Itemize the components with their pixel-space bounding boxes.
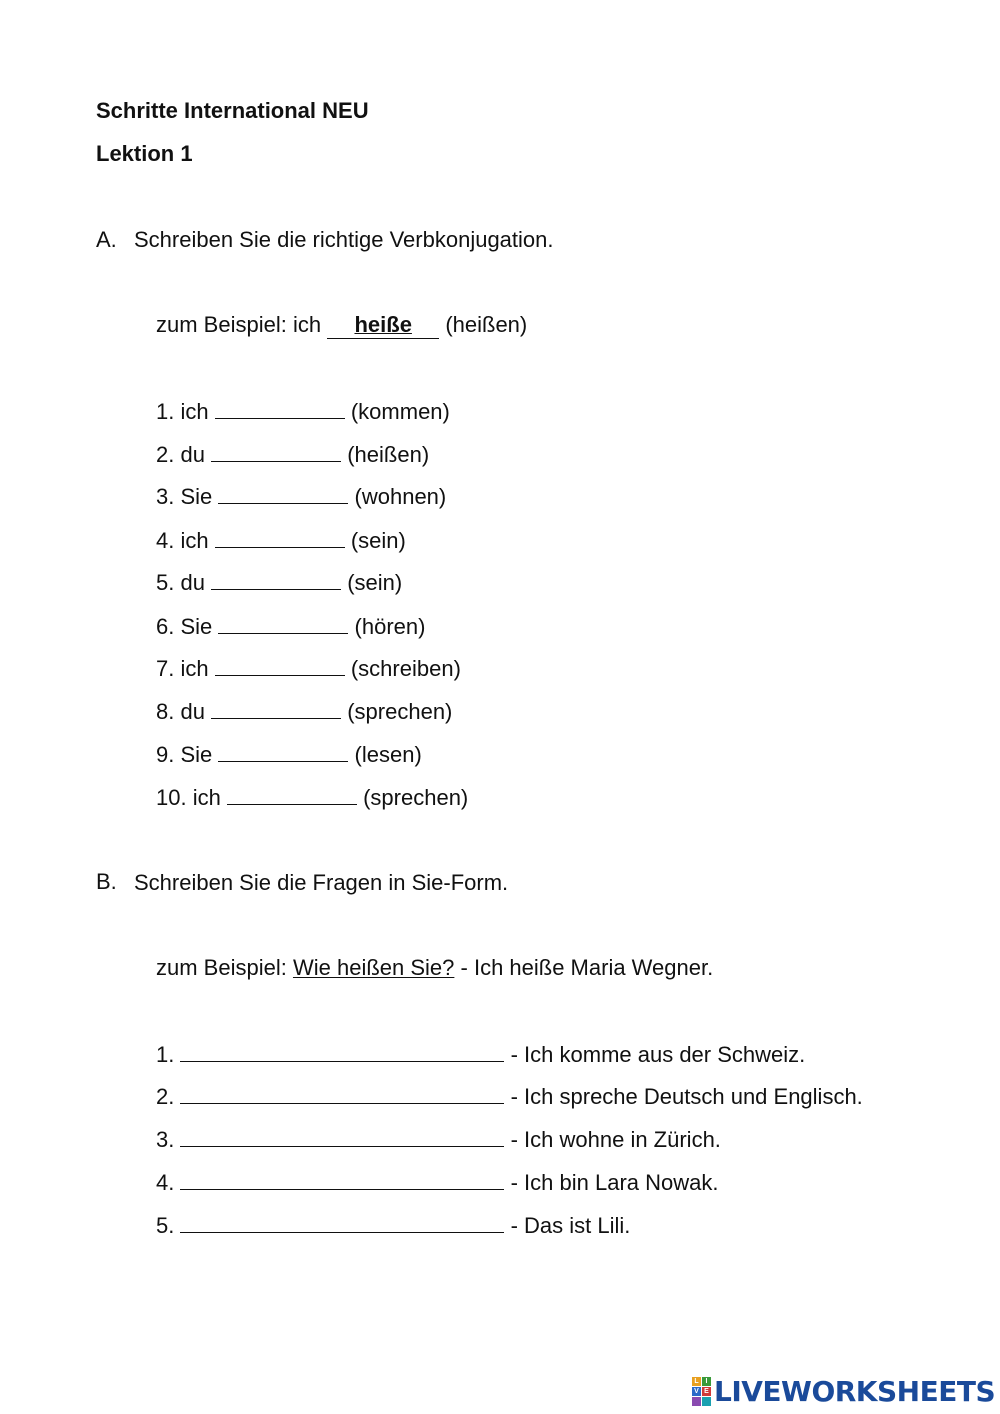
section-a-example [156, 312, 527, 339]
question-blank[interactable] [180, 1083, 504, 1104]
example-prefix: zum Beispiel: [156, 955, 287, 980]
question-blank[interactable] [180, 1041, 504, 1062]
item-number: 8. [156, 699, 175, 724]
item-answer: - Ich bin Lara Nowak. [510, 1170, 719, 1195]
answer-blank[interactable] [211, 441, 341, 462]
exercise-a-item [156, 483, 446, 510]
item-verb: (wohnen) [354, 484, 447, 509]
answer-blank[interactable] [215, 398, 345, 419]
item-number: 2. [156, 442, 175, 467]
item-answer: - Das ist Lili. [510, 1213, 631, 1238]
item-verb: (kommen) [350, 399, 450, 424]
section-a-letter: A. [96, 227, 117, 252]
answer-blank[interactable] [227, 784, 357, 805]
item-number: 2. [156, 1084, 175, 1109]
answer-blank[interactable] [218, 483, 348, 504]
exercise-b-item [156, 1169, 718, 1196]
item-verb: (heißen) [347, 442, 430, 467]
item-number: 1. [156, 399, 175, 424]
item-number: 4. [156, 528, 175, 553]
item-number: 3. [156, 484, 175, 509]
item-pronoun: Sie [180, 742, 213, 767]
item-number: 7. [156, 656, 175, 681]
item-pronoun: Sie [180, 614, 213, 639]
item-number: 5. [156, 570, 175, 595]
answer-blank[interactable] [211, 569, 341, 590]
item-verb: (schreiben) [350, 656, 461, 681]
item-number: 10. [156, 785, 187, 810]
item-number: 1. [156, 1042, 175, 1067]
exercise-b-item [156, 1126, 721, 1153]
exercise-a-item [156, 441, 429, 468]
section-b-example [156, 955, 713, 981]
item-answer: - Ich wohne in Zürich. [510, 1127, 721, 1152]
exercise-a-item [156, 527, 406, 554]
item-number: 4. [156, 1170, 175, 1195]
item-pronoun: ich [180, 528, 209, 553]
item-pronoun: Sie [180, 484, 213, 509]
page-title: Schritte International NEU [96, 98, 369, 123]
item-verb: (hören) [354, 614, 426, 639]
item-pronoun: ich [192, 785, 221, 810]
exercise-a-item [156, 613, 425, 640]
liveworksheets-logo-icon: L I V E [692, 1377, 711, 1406]
item-verb: (sein) [347, 570, 403, 595]
item-number: 6. [156, 614, 175, 639]
lesson-title: Lektion 1 [96, 141, 193, 166]
example-question: Wie heißen Sie? [292, 955, 455, 980]
item-verb: (sein) [350, 528, 406, 553]
item-pronoun: ich [180, 656, 209, 681]
item-pronoun: du [180, 442, 205, 467]
answer-blank[interactable] [211, 698, 341, 719]
exercise-b-item [156, 1083, 863, 1110]
question-blank[interactable] [180, 1212, 504, 1233]
exercise-a-item [156, 741, 422, 768]
exercise-a-item [156, 569, 402, 596]
item-answer: - Ich spreche Deutsch und Englisch. [510, 1084, 863, 1109]
item-verb: (sprechen) [347, 699, 453, 724]
liveworksheets-logo[interactable] [692, 1376, 995, 1406]
question-blank[interactable] [180, 1169, 504, 1190]
exercise-a-item [156, 784, 468, 811]
example-verb: (heißen) [445, 312, 528, 337]
item-verb: (sprechen) [363, 785, 469, 810]
item-answer: - Ich komme aus der Schweiz. [510, 1042, 806, 1067]
answer-blank[interactable] [215, 655, 345, 676]
logo-text: LIVEWORKSHEETS [714, 1374, 996, 1408]
answer-blank[interactable] [215, 527, 345, 548]
item-pronoun: du [180, 699, 205, 724]
example-answer: heiße [327, 312, 439, 339]
question-blank[interactable] [180, 1126, 504, 1147]
answer-blank[interactable] [218, 741, 348, 762]
exercise-a-item [156, 655, 461, 682]
section-b-instruction: Schreiben Sie die Fragen in Sie-Form. [134, 870, 509, 895]
exercise-b-item [156, 1041, 805, 1068]
exercise-b-item [156, 1212, 630, 1239]
item-pronoun: du [180, 570, 205, 595]
answer-blank[interactable] [218, 613, 348, 634]
item-number: 9. [156, 742, 175, 767]
item-number: 5. [156, 1213, 175, 1238]
item-number: 3. [156, 1127, 175, 1152]
section-b-letter: B. [96, 869, 117, 894]
section-a-instruction: Schreiben Sie die richtige Verbkonjugation. [134, 227, 554, 252]
item-pronoun: ich [180, 399, 209, 424]
example-answer: - Ich heiße Maria Wegner. [460, 955, 714, 980]
exercise-a-item [156, 698, 452, 725]
item-verb: (lesen) [354, 742, 422, 767]
exercise-a-item [156, 398, 450, 425]
example-prefix: zum Beispiel: ich [156, 312, 322, 337]
